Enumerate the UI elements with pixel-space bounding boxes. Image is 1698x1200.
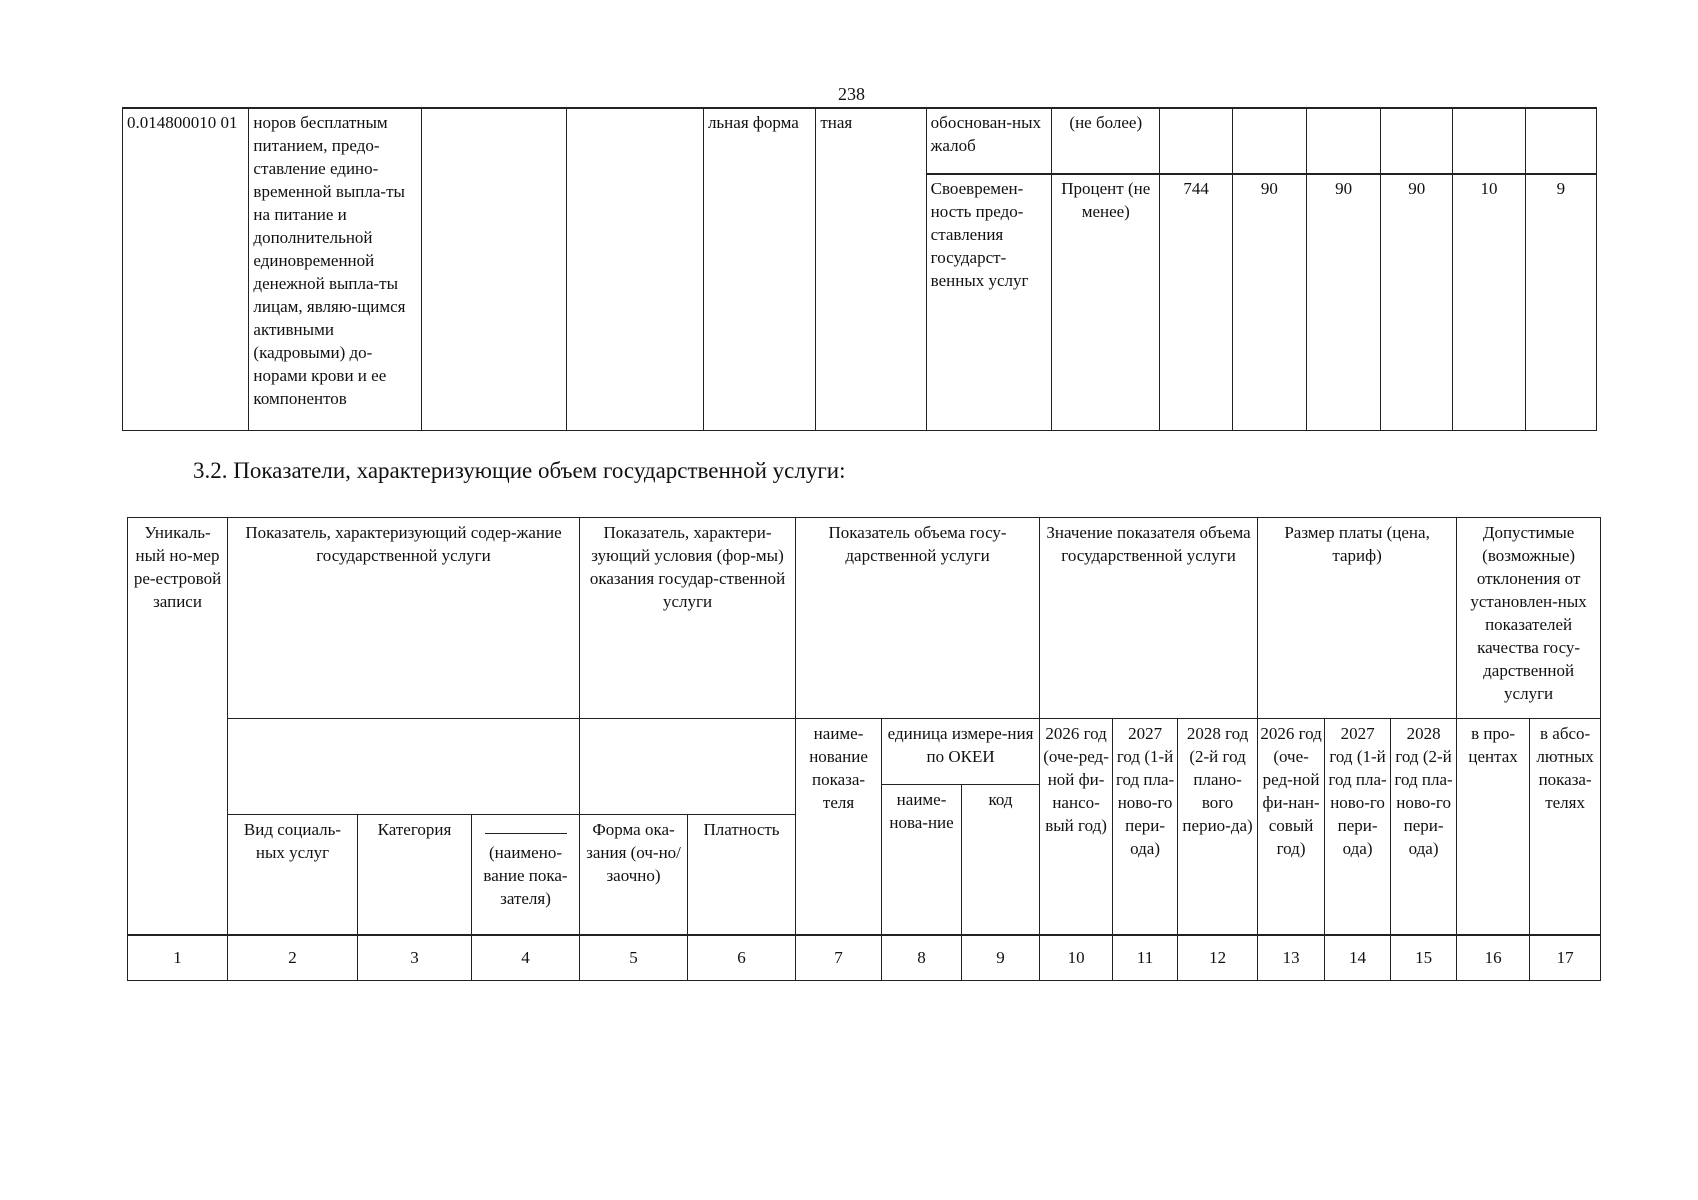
column-number: 9 bbox=[962, 935, 1040, 981]
quality-indicators-table-continuation bbox=[122, 107, 1597, 431]
header-deviation: Допустимые (возможные) отклонения от установлен-ных показателей качества госу-дарственной услуги bbox=[1457, 518, 1601, 719]
value-2026: 90 bbox=[1232, 174, 1306, 430]
column-number: 16 bbox=[1457, 935, 1530, 981]
unit-percent: Процент (не менее) bbox=[1052, 174, 1160, 430]
header-category: Категория bbox=[358, 815, 472, 935]
column-number: 5 bbox=[580, 935, 688, 981]
header-fee-2028: 2028 год (2-й год пла-ново-го пери-ода) bbox=[1391, 719, 1457, 935]
empty-cell bbox=[1232, 108, 1306, 174]
header-content-indicator: Показатель, характеризующий содер-жание государственной услуги bbox=[228, 518, 580, 719]
column-number: 14 bbox=[1325, 935, 1391, 981]
header-social-service-type: Вид социаль-ных услуг bbox=[228, 815, 358, 935]
header-payment: Платность bbox=[688, 815, 796, 935]
empty-cell bbox=[1160, 108, 1232, 174]
column-numbers-row bbox=[128, 935, 1601, 981]
column-number: 12 bbox=[1178, 935, 1258, 981]
column-number: 11 bbox=[1113, 935, 1178, 981]
column-number: 4 bbox=[472, 935, 580, 981]
indicator-name-complaints: обоснован-ных жалоб bbox=[926, 108, 1051, 174]
column-number: 2 bbox=[228, 935, 358, 981]
payment-cell: тная bbox=[816, 108, 926, 430]
header-service-form: Форма ока-зания (оч-но/заочно) bbox=[580, 815, 688, 935]
header-conditions-indicator: Показатель, характери-зующий условия (фор-мы) оказания государ-ственной услуги bbox=[580, 518, 796, 719]
header-fee-2026: 2026 год (оче-ред-ной фи-нан-совый год) bbox=[1258, 719, 1325, 935]
empty-header-space bbox=[228, 719, 580, 815]
blank-line bbox=[485, 833, 567, 835]
header-fee-2027: 2027 год (1-й год пла-ново-го пери-ода) bbox=[1325, 719, 1391, 935]
column-number: 3 bbox=[358, 935, 472, 981]
header-indicator-name bbox=[472, 815, 580, 935]
header-volume-name: наиме-нование показа-теля bbox=[796, 719, 882, 935]
header-okei-unit: единица измере-ния по ОКЕИ bbox=[882, 719, 1040, 785]
column-number: 1 bbox=[128, 935, 228, 981]
column-number: 13 bbox=[1258, 935, 1325, 981]
column-number: 17 bbox=[1530, 935, 1601, 981]
value-2028: 90 bbox=[1381, 174, 1453, 430]
empty-cell bbox=[1525, 108, 1596, 174]
volume-indicators-table bbox=[127, 517, 1601, 981]
deviation-absolute: 9 bbox=[1525, 174, 1596, 430]
header-volume-indicator: Показатель объема госу-дарственной услуги bbox=[796, 518, 1040, 719]
empty-cell bbox=[1381, 108, 1453, 174]
section-heading: 3.2. Показатели, характеризующие объем государственной услуги: bbox=[193, 458, 846, 483]
empty-cell bbox=[567, 108, 703, 430]
empty-cell bbox=[1453, 108, 1525, 174]
header-indicator-name-text: (наимено-вание пока-зателя) bbox=[483, 843, 568, 908]
header-unit-code: код bbox=[962, 785, 1040, 935]
column-number: 8 bbox=[882, 935, 962, 981]
deviation-percent: 10 bbox=[1453, 174, 1525, 430]
header-deviation-percent: в про-центах bbox=[1457, 719, 1530, 935]
header-value-2027: 2027 год (1-й год пла-ново-го пери-ода) bbox=[1113, 719, 1178, 935]
service-form-cell: льная форма bbox=[703, 108, 815, 430]
value-2027: 90 bbox=[1306, 174, 1380, 430]
empty-header-space bbox=[580, 719, 796, 815]
empty-cell bbox=[1306, 108, 1380, 174]
column-number: 7 bbox=[796, 935, 882, 981]
page-number: 238 bbox=[838, 84, 865, 104]
header-indicator-value: Значение показателя объема государственной услуги bbox=[1040, 518, 1258, 719]
header-deviation-absolute: в абсо-лютных показа-телях bbox=[1530, 719, 1601, 935]
header-unit-name: наиме-нова-ние bbox=[882, 785, 962, 935]
header-value-2028: 2028 год (2-й год плано-вого перио-да) bbox=[1178, 719, 1258, 935]
header-registry-number: Уникаль-ный но-мер ре-естровой записи bbox=[128, 518, 228, 935]
column-number: 15 bbox=[1391, 935, 1457, 981]
empty-cell bbox=[422, 108, 567, 430]
okei-code: 744 bbox=[1160, 174, 1232, 430]
column-number: 6 bbox=[688, 935, 796, 981]
indicator-name-timeliness: Своевремен-ность предо-ставления государст-венных услуг bbox=[926, 174, 1051, 430]
service-description-cell: норов бесплатным питанием, предо-ставление едино-временной выпла-ты на питание и дополнительной единовременной денежной выпла-ты лицам, являю-щимся активными (кадровыми) до-норами крови и ее компонентов bbox=[249, 108, 422, 430]
header-fee: Размер платы (цена, тариф) bbox=[1258, 518, 1457, 719]
unit-not-more: (не более) bbox=[1052, 108, 1160, 174]
column-number: 10 bbox=[1040, 935, 1113, 981]
header-value-2026: 2026 год (оче-ред-ной фи-нансо-вый год) bbox=[1040, 719, 1113, 935]
registry-number-cell: 0.014800010 01 bbox=[123, 108, 249, 430]
